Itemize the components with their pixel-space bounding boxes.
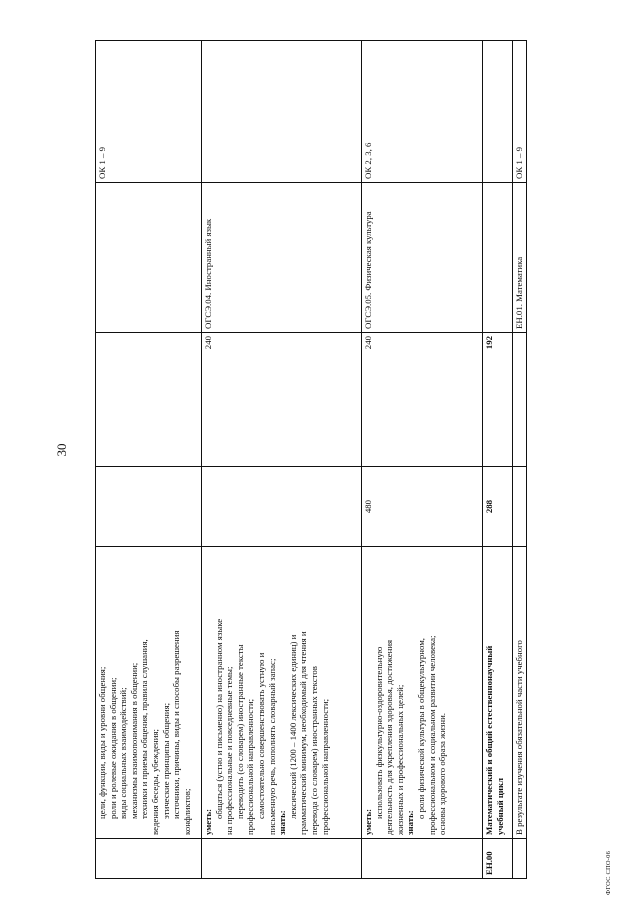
table-row <box>362 41 483 879</box>
content-cell <box>96 547 202 839</box>
content-line: Математический и общий естественнонаучный <box>484 645 494 835</box>
content-line: виды социальных взаимодействий; <box>118 687 129 819</box>
content-line: механизмы взаимопонимания в общении; <box>128 662 139 819</box>
competencies-cell: ОК 2, 3, 6 <box>362 41 483 183</box>
max-load-cell: 480 <box>362 467 483 547</box>
content-line: источники, причины, виды и способы разрешения <box>171 630 182 819</box>
footer-code: ФГОС СПО-06 <box>605 850 612 895</box>
cycle-index-cell <box>513 839 527 879</box>
table-row <box>96 41 202 879</box>
content-line: лексический (1200 – 1400 лексических единиц) и <box>287 634 298 819</box>
content-line: переводить (со словарем) иностранные тексты <box>234 644 245 819</box>
content-cell <box>483 547 513 839</box>
competencies-cell: ОК 1 – 9 <box>513 41 527 183</box>
content-line: ведения беседы, убеждения; <box>149 729 160 835</box>
required-hours-cell <box>513 333 527 467</box>
content-line: перевода (со словарем) иностранных текстов <box>308 666 319 835</box>
content-line: о роли физической культуры в общекультурном, <box>415 638 426 819</box>
content-line: В результате изучения обязательной части учебного <box>514 640 524 835</box>
max-load-cell <box>513 467 527 547</box>
content-line: профессиональной направленности; <box>245 698 256 835</box>
content-line: общаться (устно и письменно) на иностранном языке <box>213 618 224 819</box>
discipline-cell: ОГСЭ.05. Физическая культура <box>362 183 483 333</box>
content-line: жизненных и профессиональных целей; <box>394 684 405 835</box>
content-cell <box>513 547 527 839</box>
content-line: учебный цикл <box>494 777 505 835</box>
table-row <box>202 41 362 879</box>
table-row <box>483 41 513 879</box>
standard-table <box>95 40 527 879</box>
content-line: уметь: <box>203 808 213 835</box>
content-line: конфликтов; <box>181 788 192 835</box>
discipline-cell: ЕН.01. Математика <box>513 183 527 333</box>
competencies-cell <box>483 41 513 183</box>
competencies-cell: ОК 1 – 9 <box>96 41 202 183</box>
content-line: техники и приемы общения, правила слушания, <box>139 639 150 819</box>
content-line: самостоятельно совершенствовать устную и <box>255 652 266 819</box>
cycle-index-cell <box>362 839 483 879</box>
content-line: знать: <box>277 810 288 835</box>
discipline-cell: ОГСЭ.04. Иностранный язык <box>202 183 362 333</box>
discipline-cell <box>96 183 202 333</box>
content-line: использовать физкультурно-оздоровительную <box>373 646 384 819</box>
content-line: на профессиональные и повседневные темы; <box>224 666 235 835</box>
content-line: профессиональной направленности; <box>319 698 330 835</box>
max-load-cell <box>202 467 362 547</box>
page-number: 30 <box>54 443 69 457</box>
content-line: профессиональном и социальном развитии человека; <box>426 635 437 835</box>
content-line: уметь: <box>363 808 373 835</box>
max-load-cell: 288 <box>483 467 513 547</box>
competencies-cell <box>202 41 362 183</box>
cycle-index-cell: ЕН.00 <box>483 839 513 879</box>
content-cell <box>362 547 483 839</box>
content-line: грамматический минимум, необходимый для чтения и <box>298 631 309 835</box>
cycle-index-cell <box>96 839 202 879</box>
cycle-index-cell <box>202 839 362 879</box>
discipline-cell <box>483 183 513 333</box>
content-cell <box>202 547 362 839</box>
required-hours-cell <box>96 333 202 467</box>
content-line: деятельность для укрепления здоровья, достижения <box>384 639 395 835</box>
content-line: основы здорового образа жизни. <box>437 713 448 835</box>
content-line: знать: <box>405 810 416 835</box>
content-line: цели, функции, виды и уровни общения; <box>97 666 107 819</box>
required-hours-cell: 240 <box>202 333 362 467</box>
required-hours-cell: 192 <box>483 333 513 467</box>
content-line: роли и ролевые ожидания в общении; <box>107 677 118 819</box>
table-row <box>513 41 527 879</box>
max-load-cell <box>96 467 202 547</box>
required-hours-cell: 240 <box>362 333 483 467</box>
content-line: этические принципы общения; <box>160 702 171 819</box>
content-line: письменную речь, пополнять словарный запас; <box>266 658 277 835</box>
